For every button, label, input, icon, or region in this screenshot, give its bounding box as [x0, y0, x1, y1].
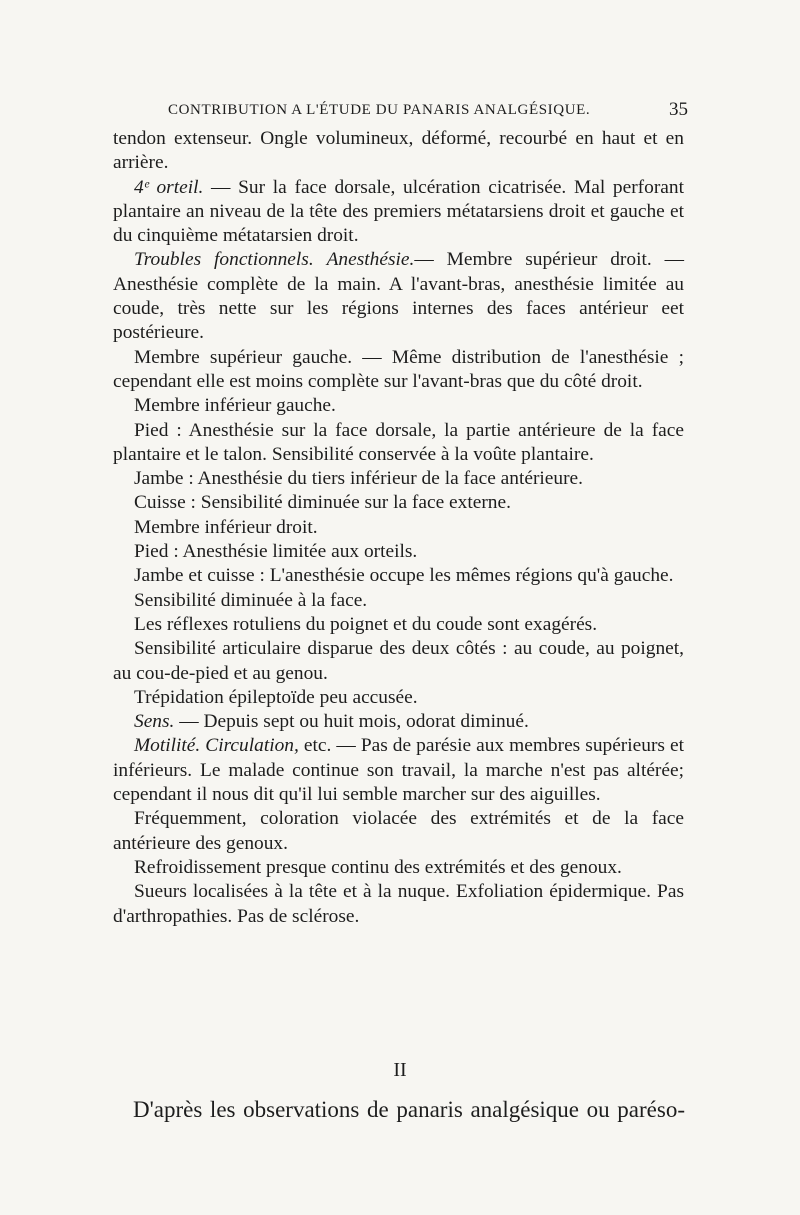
body-text — [113, 127, 684, 929]
page-number: 35 — [669, 99, 688, 120]
running-title: CONTRIBUTION A L'ÉTUDE DU PANARIS ANALGÉSIQUE. — [168, 102, 591, 118]
paragraph: Pied : Anesthésie sur la face dorsale, la partie antérieure de la face plantaire et le talon. Sensibilité conservée à la voûte plantaire. — [113, 419, 684, 465]
paragraph — [113, 734, 684, 807]
paragraph: Refroidissement presque continu des extrémités et des genoux. — [134, 856, 622, 878]
paragraph — [113, 248, 684, 345]
closing-line: D'après les observations de panaris analgésique ou paréso- — [133, 1097, 685, 1122]
paragraph-label: Anesthésie. — [326, 249, 415, 271]
paragraph: Cuisse : Sensibilité diminuée sur la face externe. — [134, 492, 511, 514]
paragraph: Pied : Anesthésie limitée aux orteils. — [134, 541, 418, 563]
running-header — [168, 99, 688, 120]
paragraph: Jambe : Anesthésie du tiers inférieur de la face antérieure. — [134, 468, 584, 490]
section-heading: II — [393, 1059, 407, 1081]
paragraph: tendon extenseur. Ongle volumineux, déformé, recourbé en haut et en arrière. — [113, 128, 684, 174]
paragraph: Trépidation épileptoïde peu accusée. — [134, 686, 418, 708]
paragraph-label: 4ᵉ orteil. — [134, 176, 204, 198]
paragraph — [113, 176, 684, 249]
paragraph: Membre inférieur gauche. — [134, 395, 336, 417]
paragraph-text: etc. — Pas de parésie aux membres supérieurs et inférieurs. Le malade continue son travail, la marche n'est pas altérée; cependant il nous dit qu'il lui semble marcher sur des aiguilles. — [113, 735, 685, 806]
paragraph-text: — Sur la face dorsale, ulcération cicatrisée. Mal perforant plantaire an niveau de la tête des premiers métatarsiens droit et gauche et du cinquième métatarsien droit. — [113, 176, 684, 247]
paragraph-label: Motilité. Circulation, — [134, 735, 299, 757]
paragraph: Fréquemment, coloration violacée des extrémités et de la face antérieure des genoux. — [113, 808, 684, 854]
paragraph: Sensibilité diminuée à la face. — [134, 589, 368, 611]
paragraph-text: — Membre supérieur droit. —Anesthésie complète de la main. A l'avant-bras, anesthésie limitée au coude, très nette sur les régions internes des faces antérieur eet postérieure. — [113, 249, 684, 344]
paragraph: Jambe et cuisse : L'anesthésie occupe les mêmes régions qu'à gauche. — [134, 565, 674, 587]
paragraph: Membre inférieur droit. — [134, 516, 318, 538]
paragraph — [113, 710, 684, 734]
paragraph-label: Sens. — [134, 711, 175, 733]
paragraph: Membre supérieur gauche. — Même distribution de l'anesthésie ; cependant elle est moins complète sur l'avant-bras que du côté droit. — [113, 346, 684, 392]
paragraph: Sensibilité articulaire disparue des deux côtés : au coude, au poignet, au cou-de-pied et au genou. — [113, 638, 684, 684]
paragraph: Les réflexes rotuliens du poignet et du coude sont exagérés. — [134, 613, 598, 635]
paragraph-label: Troubles fonctionnels. — [134, 249, 314, 271]
paragraph-text: — Depuis sept ou huit mois, odorat diminué. — [174, 711, 529, 733]
paragraph: Sueurs localisées à la tête et à la nuque. Exfoliation épidermique. Pas d'arthropathies. Pas de sclérose. — [113, 881, 684, 927]
